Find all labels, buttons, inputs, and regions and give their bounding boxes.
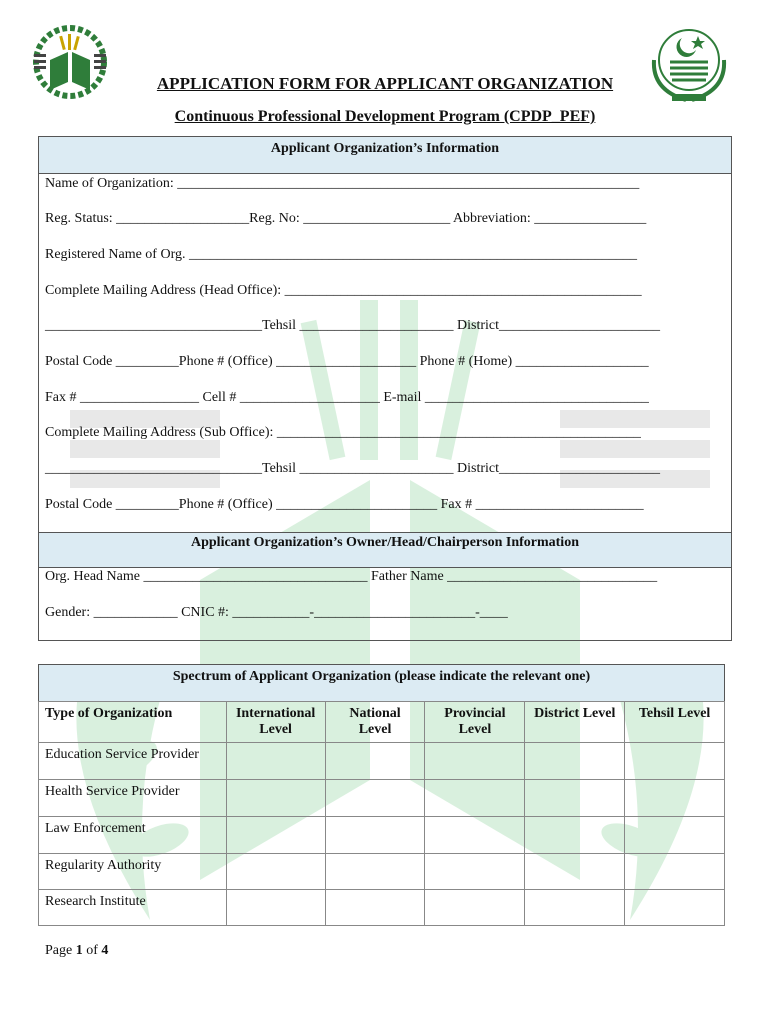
- cell-checkbox[interactable]: [425, 817, 525, 854]
- cell-checkbox[interactable]: [226, 817, 325, 854]
- col-header-international: International Level: [226, 702, 325, 743]
- cell-checkbox[interactable]: [226, 890, 325, 926]
- row-label-law-enforcement: Law Enforcement: [39, 817, 227, 854]
- table-row: [39, 743, 725, 780]
- cell-checkbox[interactable]: [325, 854, 425, 890]
- cell-checkbox[interactable]: [226, 854, 325, 890]
- head-office-tehsil-district-row[interactable]: _______________________________Tehsil ______________________ District_______________________: [45, 318, 661, 333]
- cell-checkbox[interactable]: [525, 743, 625, 780]
- page-total: 4: [101, 943, 109, 958]
- table-header-row: [39, 702, 725, 743]
- registration-row[interactable]: Reg. Status: ___________________Reg. No: _____________________ Abbreviation: ________________: [45, 211, 647, 226]
- row-label-health: Health Service Provider: [39, 780, 227, 817]
- cell-checkbox[interactable]: [525, 890, 625, 926]
- table-row: [39, 854, 725, 890]
- cell-checkbox[interactable]: [226, 780, 325, 817]
- cell-checkbox[interactable]: [525, 780, 625, 817]
- section2-header: Applicant Organization’s Owner/Head/Chairperson Information: [38, 532, 732, 568]
- row-label-research-institute: Research Institute: [39, 890, 227, 926]
- page-number: [45, 943, 108, 959]
- head-office-contact-row[interactable]: Postal Code _________Phone # (Office) ____________________ Phone # (Home) ___________________: [45, 354, 649, 369]
- table-row: [39, 890, 725, 926]
- form-title: APPLICATION FORM FOR APPLICANT ORGANIZATION: [156, 74, 614, 93]
- row-label-education: Education Service Provider: [39, 743, 227, 780]
- registered-name-field[interactable]: Registered Name of Org. ________________________________________________________________: [45, 247, 637, 262]
- gender-cnic-row[interactable]: Gender: ____________ CNIC #: ___________-_______________________-____: [45, 605, 508, 620]
- row-label-regularity-authority: Regularity Authority: [39, 854, 227, 890]
- page-word: Page: [45, 943, 73, 958]
- table-row: [39, 780, 725, 817]
- fax-cell-email-row[interactable]: Fax # _________________ Cell # ____________________ E-mail ________________________________: [45, 390, 649, 405]
- of-word: of: [86, 943, 98, 958]
- col-header-district: District Level: [525, 702, 625, 743]
- cell-checkbox[interactable]: [325, 890, 425, 926]
- org-head-father-name-row[interactable]: Org. Head Name ________________________________ Father Name ______________________________: [45, 569, 658, 584]
- cell-checkbox[interactable]: [226, 743, 325, 780]
- cell-checkbox[interactable]: [625, 890, 725, 926]
- col-header-type: Type of Organization: [39, 702, 227, 743]
- spectrum-table: [38, 701, 725, 926]
- cell-checkbox[interactable]: [425, 780, 525, 817]
- section3-header: Spectrum of Applicant Organization (please indicate the relevant one): [38, 664, 725, 702]
- cell-checkbox[interactable]: [625, 817, 725, 854]
- cell-checkbox[interactable]: [625, 780, 725, 817]
- col-header-provincial: Provincial Level: [425, 702, 525, 743]
- cell-checkbox[interactable]: [425, 743, 525, 780]
- cell-checkbox[interactable]: [425, 890, 525, 926]
- cell-checkbox[interactable]: [525, 854, 625, 890]
- sub-office-contact-row[interactable]: Postal Code _________Phone # (Office) _______________________ Fax # ________________________: [45, 497, 644, 512]
- form-subtitle: Continuous Professional Development Program (CPDP_PEF): [174, 108, 596, 125]
- name-of-organization-field[interactable]: Name of Organization: __________________________________________________________________: [45, 176, 640, 191]
- cell-checkbox[interactable]: [625, 743, 725, 780]
- col-header-tehsil: Tehsil Level: [625, 702, 725, 743]
- head-office-address-field[interactable]: Complete Mailing Address (Head Office): ___________________________________________________: [45, 283, 642, 298]
- section1-header: Applicant Organization’s Information: [38, 136, 732, 174]
- sub-office-address-field[interactable]: Complete Mailing Address (Sub Office): ____________________________________________________: [45, 425, 641, 440]
- cell-checkbox[interactable]: [325, 780, 425, 817]
- page-current: 1: [75, 943, 83, 958]
- cell-checkbox[interactable]: [325, 817, 425, 854]
- table-row: [39, 817, 725, 854]
- cell-checkbox[interactable]: [625, 854, 725, 890]
- cell-checkbox[interactable]: [325, 743, 425, 780]
- col-header-national: National Level: [325, 702, 425, 743]
- cell-checkbox[interactable]: [525, 817, 625, 854]
- sub-office-tehsil-district-row[interactable]: _______________________________Tehsil ______________________ District_______________________: [45, 461, 661, 476]
- cell-checkbox[interactable]: [425, 854, 525, 890]
